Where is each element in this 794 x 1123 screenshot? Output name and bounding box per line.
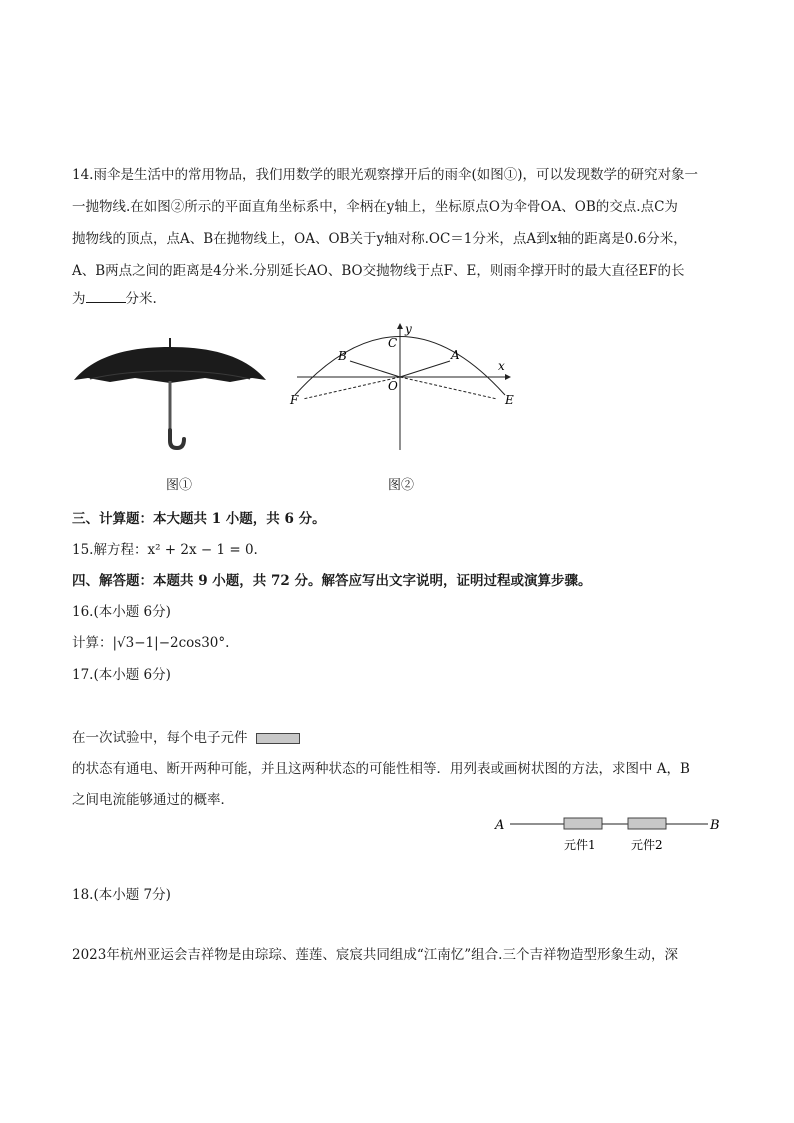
q17-line-3: 之间电流能够通过的概率．: [72, 792, 234, 808]
q14-line-3: 抛物线的顶点，点A、B在抛物线上，OA、OB关于y轴对称.OC＝1分米，点A到x轴的距离是0.6分米，: [72, 231, 687, 247]
q17-line-1: [72, 729, 300, 747]
component-icon: [256, 733, 300, 744]
component-2-label: 元件2: [631, 838, 663, 852]
fig2-caption: 图②: [388, 478, 415, 493]
label-F: F: [290, 393, 299, 407]
q16-header: 16.(本小题 6分): [72, 604, 171, 620]
umbrella-figure: [70, 335, 270, 450]
fig1-caption: 图①: [166, 478, 193, 493]
q14-line-5-suffix: 分米.: [125, 291, 157, 307]
circuit-label-B: B: [710, 818, 720, 833]
label-x: x: [498, 359, 505, 373]
q17-header: 17.(本小题 6分): [72, 667, 171, 683]
q18-line-1: 2023年杭州亚运会吉祥物是由琮琮、莲莲、宸宸共同组成“江南忆”组合.三个吉祥物造型形象生动，深: [72, 947, 678, 963]
section-3-heading: 三、计算题：本大题共 1 小题，共 6 分。: [72, 511, 326, 527]
label-E: E: [505, 393, 514, 407]
q16-text: 计算：|√3−1|−2cos30°.: [72, 635, 230, 651]
extension-OF: [303, 377, 400, 399]
q14-line-2: 一抛物线.在如图②所示的平面直角坐标系中，伞柄在y轴上，坐标原点O为伞骨OA、OB的交点.点C为: [72, 199, 678, 215]
component-2: [628, 818, 666, 829]
q18-header: 18.(本小题 7分): [72, 887, 171, 903]
q15-text: 15.解方程：x² + 2x − 1 = 0.: [72, 542, 258, 558]
circuit-diagram: [490, 812, 730, 857]
circuit-label-A: A: [495, 818, 505, 833]
q14-line-5-prefix: 为: [72, 291, 86, 307]
rib-OA: [400, 361, 450, 377]
q14-line-1: 14.雨伞是生活中的常用物品，我们用数学的眼光观察撑开后的雨伞(如图①)，可以发现数学的研究对象一: [72, 167, 699, 183]
label-y: y: [405, 322, 412, 336]
component-1: [564, 818, 602, 829]
label-O: O: [388, 379, 398, 393]
label-C: C: [388, 336, 398, 350]
rib-OB: [350, 361, 400, 377]
section-4-heading: 四、解答题：本题共 9 小题，共 72 分。解答应写出文字说明，证明过程或演算步骤。: [72, 573, 592, 589]
q17-line-2: 的状态有通电、断开两种可能，并且这两种状态的可能性相等．用列表或画树状图的方法，求图中 A，B: [72, 761, 690, 777]
answer-blank: [86, 290, 126, 303]
q17-line-1-text: 在一次试验中，每个电子元件: [72, 730, 248, 746]
q14-line-5: [72, 290, 157, 308]
q14-line-4: A、B两点之间的距离是4分米.分别延长AO、BO交抛物线于点F、E，则雨伞撑开时的最大直径EF的长: [72, 263, 685, 279]
parabola-diagram: [285, 320, 525, 455]
label-B: B: [338, 349, 347, 363]
extension-OE: [400, 377, 497, 399]
label-A: A: [451, 348, 460, 362]
component-1-label: 元件1: [564, 838, 596, 852]
